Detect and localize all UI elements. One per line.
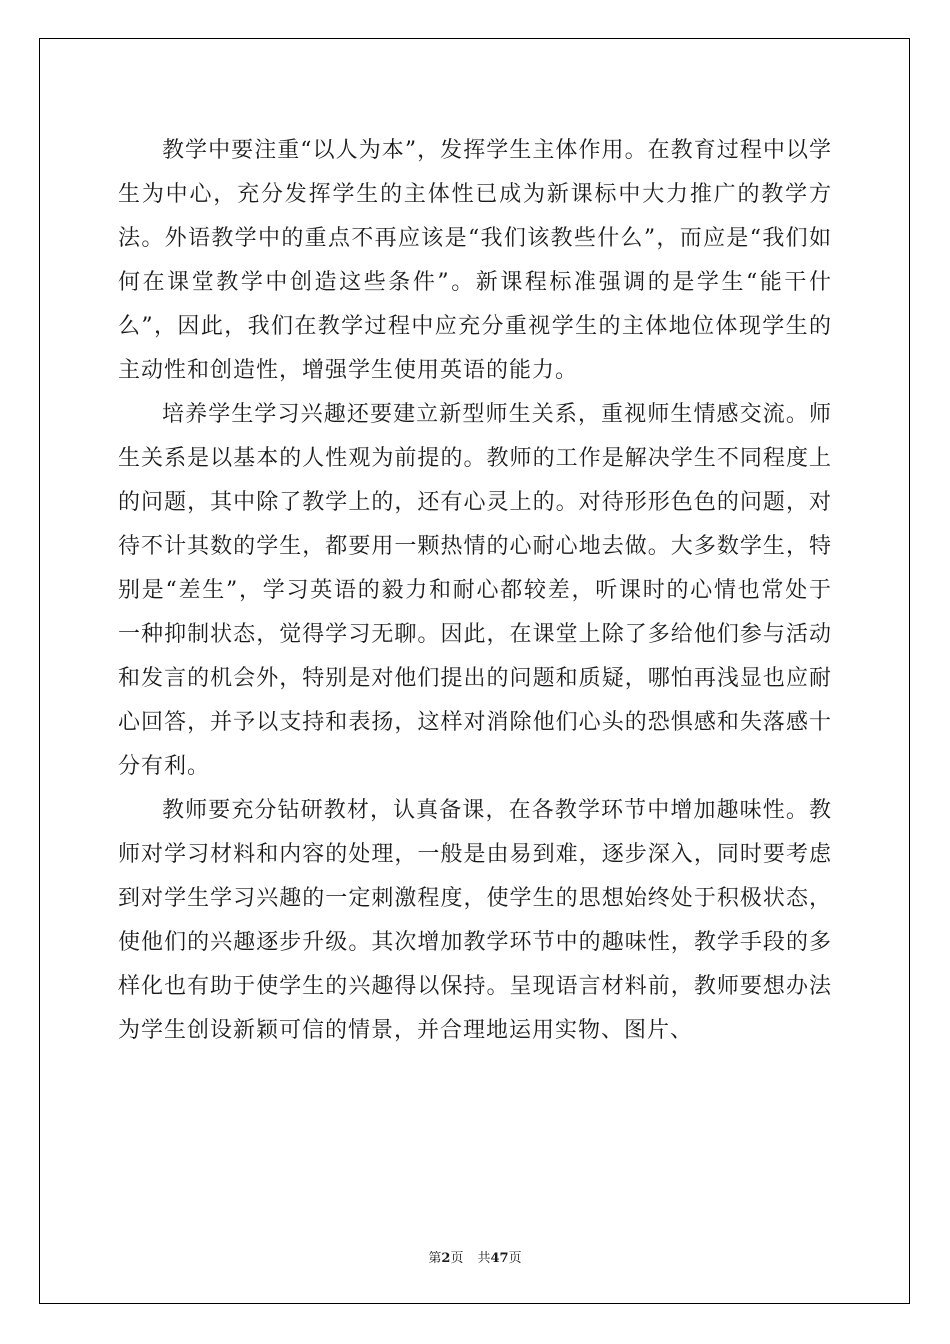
total-pages: 47 [490, 1251, 509, 1266]
paragraph-2: 培养学生学习兴趣还要建立新型师生关系，重视师生情感交流。师生关系是以基本的人性观为前提的。教师的工作是解决学生不同程度上的问题，其中除了教学上的，还有心灵上的。对待形形色色的问题，对待不计其数的学生，都要用一颗热情的心耐心地去做。大多数学生，特别是“差生”，学习英语的毅力和耐心都较差，听课时的心情也常处于一种抑制状态，觉得学习无聊。因此，在课堂上除了多给他们参与活动和发言的机会外，特别是对他们提出的问题和质疑，哪怕再浅显也应耐心回答，并予以支持和表扬，这样对消除他们心头的恐惧感和失落感十分有利。 [118, 402, 832, 779]
total-prefix: 共 [477, 1251, 491, 1266]
paragraph-1: 教学中要注重“以人为本”，发挥学生主体作用。在教育过程中以学生为中心，充分发挥学生的主体性已成为新课标中大力推广的教学方法。外语教学中的重点不再应该是“我们该教些什么”，而应是“我们如何在课堂教学中创造这些条件”。新课程标准强调的是学生“能干什么”，因此，我们在教学过程中应充分重视学生的主体地位体现学生的主动性和创造性，增强学生使用英语的能力。 [118, 138, 832, 383]
page-number: 2 [441, 1251, 451, 1266]
page-prefix: 第 [428, 1251, 442, 1266]
page-suffix: 页 [450, 1251, 464, 1266]
total-suffix: 页 [508, 1251, 522, 1266]
paragraph-3: 教师要充分钻研教材，认真备课，在各教学环节中增加趣味性。教师对学习材料和内容的处理，一般是由易到难，逐步深入，同时要考虑到对学生学习兴趣的一定刺激程度，使学生的思想始终处于积极状态，使他们的兴趣逐步升级。其次增加教学环节中的趣味性，教学手段的多样化也有助于使学生的兴趣得以保持。呈现语言材料前，教师要想办法为学生创设新颖可信的情景，并合理地运用实物、图片、 [118, 798, 832, 1043]
document-body [118, 129, 832, 1053]
page-footer [0, 1247, 950, 1266]
